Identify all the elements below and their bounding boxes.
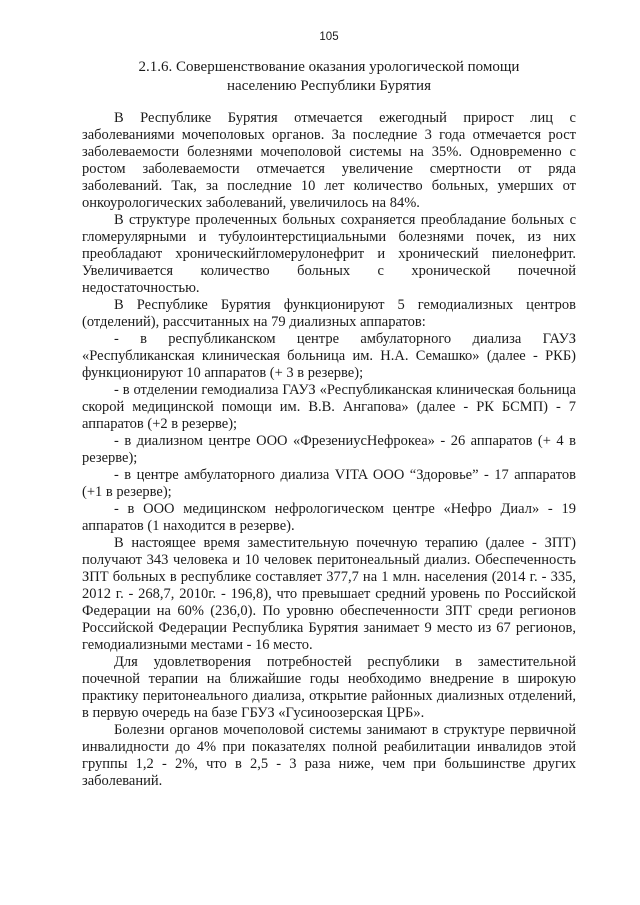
- section-title-line-2: населению Республики Бурятия: [227, 78, 431, 94]
- list-item-rk-bsmp: - в отделении гемодиализа ГАУЗ «Республиканская клиническая больница скорой медицинской помощи им. В.В. Ангапова» (далее - РК БСМП) - 7 аппаратов (+2 в резерве);: [82, 382, 576, 432]
- paragraph-disability: Болезни органов мочеполовой системы занимают в структуре первичной инвалидности до 4% при показателях полной реабилитации инвалидов этой группы 1,2 - 2%, что в 2,5 - 3 раза ниже, чем при большинстве других заболеваний.: [82, 722, 576, 789]
- paragraph-dialysis-centers: В Республике Бурятия функционируют 5 гемодиализных центров (отделений), рассчитанных на 79 диализных аппаратов:: [82, 297, 576, 330]
- page-number: 105: [319, 31, 339, 43]
- list-item-rkb: - в республиканском центре амбулаторного диализа ГАУЗ «Республиканская клиническая больница им. Н.А. Семашко» (далее - РКБ) функционируют 10 аппаратов (+ 3 в резерве);: [82, 331, 576, 381]
- list-item-fresenius: - в диализном центре ООО «ФрезениусНефрокеа» - 26 аппаратов (+ 4 в резерве);: [82, 433, 576, 466]
- section-title-line-1: 2.1.6. Совершенствование оказания урологической помощи: [138, 59, 520, 75]
- paragraph-intro: В Республике Бурятия отмечается ежегодный прирост лиц с заболеваниями мочеполовых органов. За последние 3 года отмечается рост заболеваемости болезнями мочеполовой системы на 35%. Одновременно с ростом заболеваемости отмечается увеличение смертности от ряда заболеваний. Так, за последние 10 лет количество больных, умерших от онкоурологических заболеваний, увеличилось на 84%.: [82, 110, 576, 211]
- paragraph-needs: Для удовлетворения потребностей республики в заместительной почечной терапии на ближайшие годы необходимо внедрение в широкую практику перитонеального диализа, открытие районных диализных отделений, в первую очередь на базе ГБУЗ «Гусиноозерская ЦРБ».: [82, 654, 576, 721]
- list-item-nefro-dial: - в ООО медицинском нефрологическом центре «Нефро Диал» - 19 аппаратов (1 находится в резерве).: [82, 501, 576, 534]
- paragraph-zpt: В настоящее время заместительную почечную терапию (далее - ЗПТ) получают 343 человека и 10 человек перитонеальный диализ. Обеспеченность ЗПТ больных в республике составляет 377,7 на 1 млн. населения (2014 г. - 335, 2012 г. - 268,7, 2010г. - 196,8), что превышает средний уровень по Российской Федерации на 60% (236,0). По уровню обеспеченности ЗПТ среди регионов Российской Федерации Республика Бурятия занимает 9 место из 67 регионов, гемодиализными местами - 16 место.: [82, 535, 576, 653]
- body-text: [82, 110, 576, 790]
- paragraph-structure: В структуре пролеченных больных сохраняется преобладание больных с гломерулярными и тубулоинтерстициальными болезнями почек, из них преобладают хроническийгломерулонефрит и хронический пиелонефрит. Увеличивается количество больных с хронической почечной недостаточностью.: [82, 212, 576, 296]
- section-title: [82, 58, 576, 96]
- list-item-vita: - в центре амбулаторного диализа VITA ООО “Здоровье” - 17 аппаратов (+1 в резерве);: [82, 467, 576, 500]
